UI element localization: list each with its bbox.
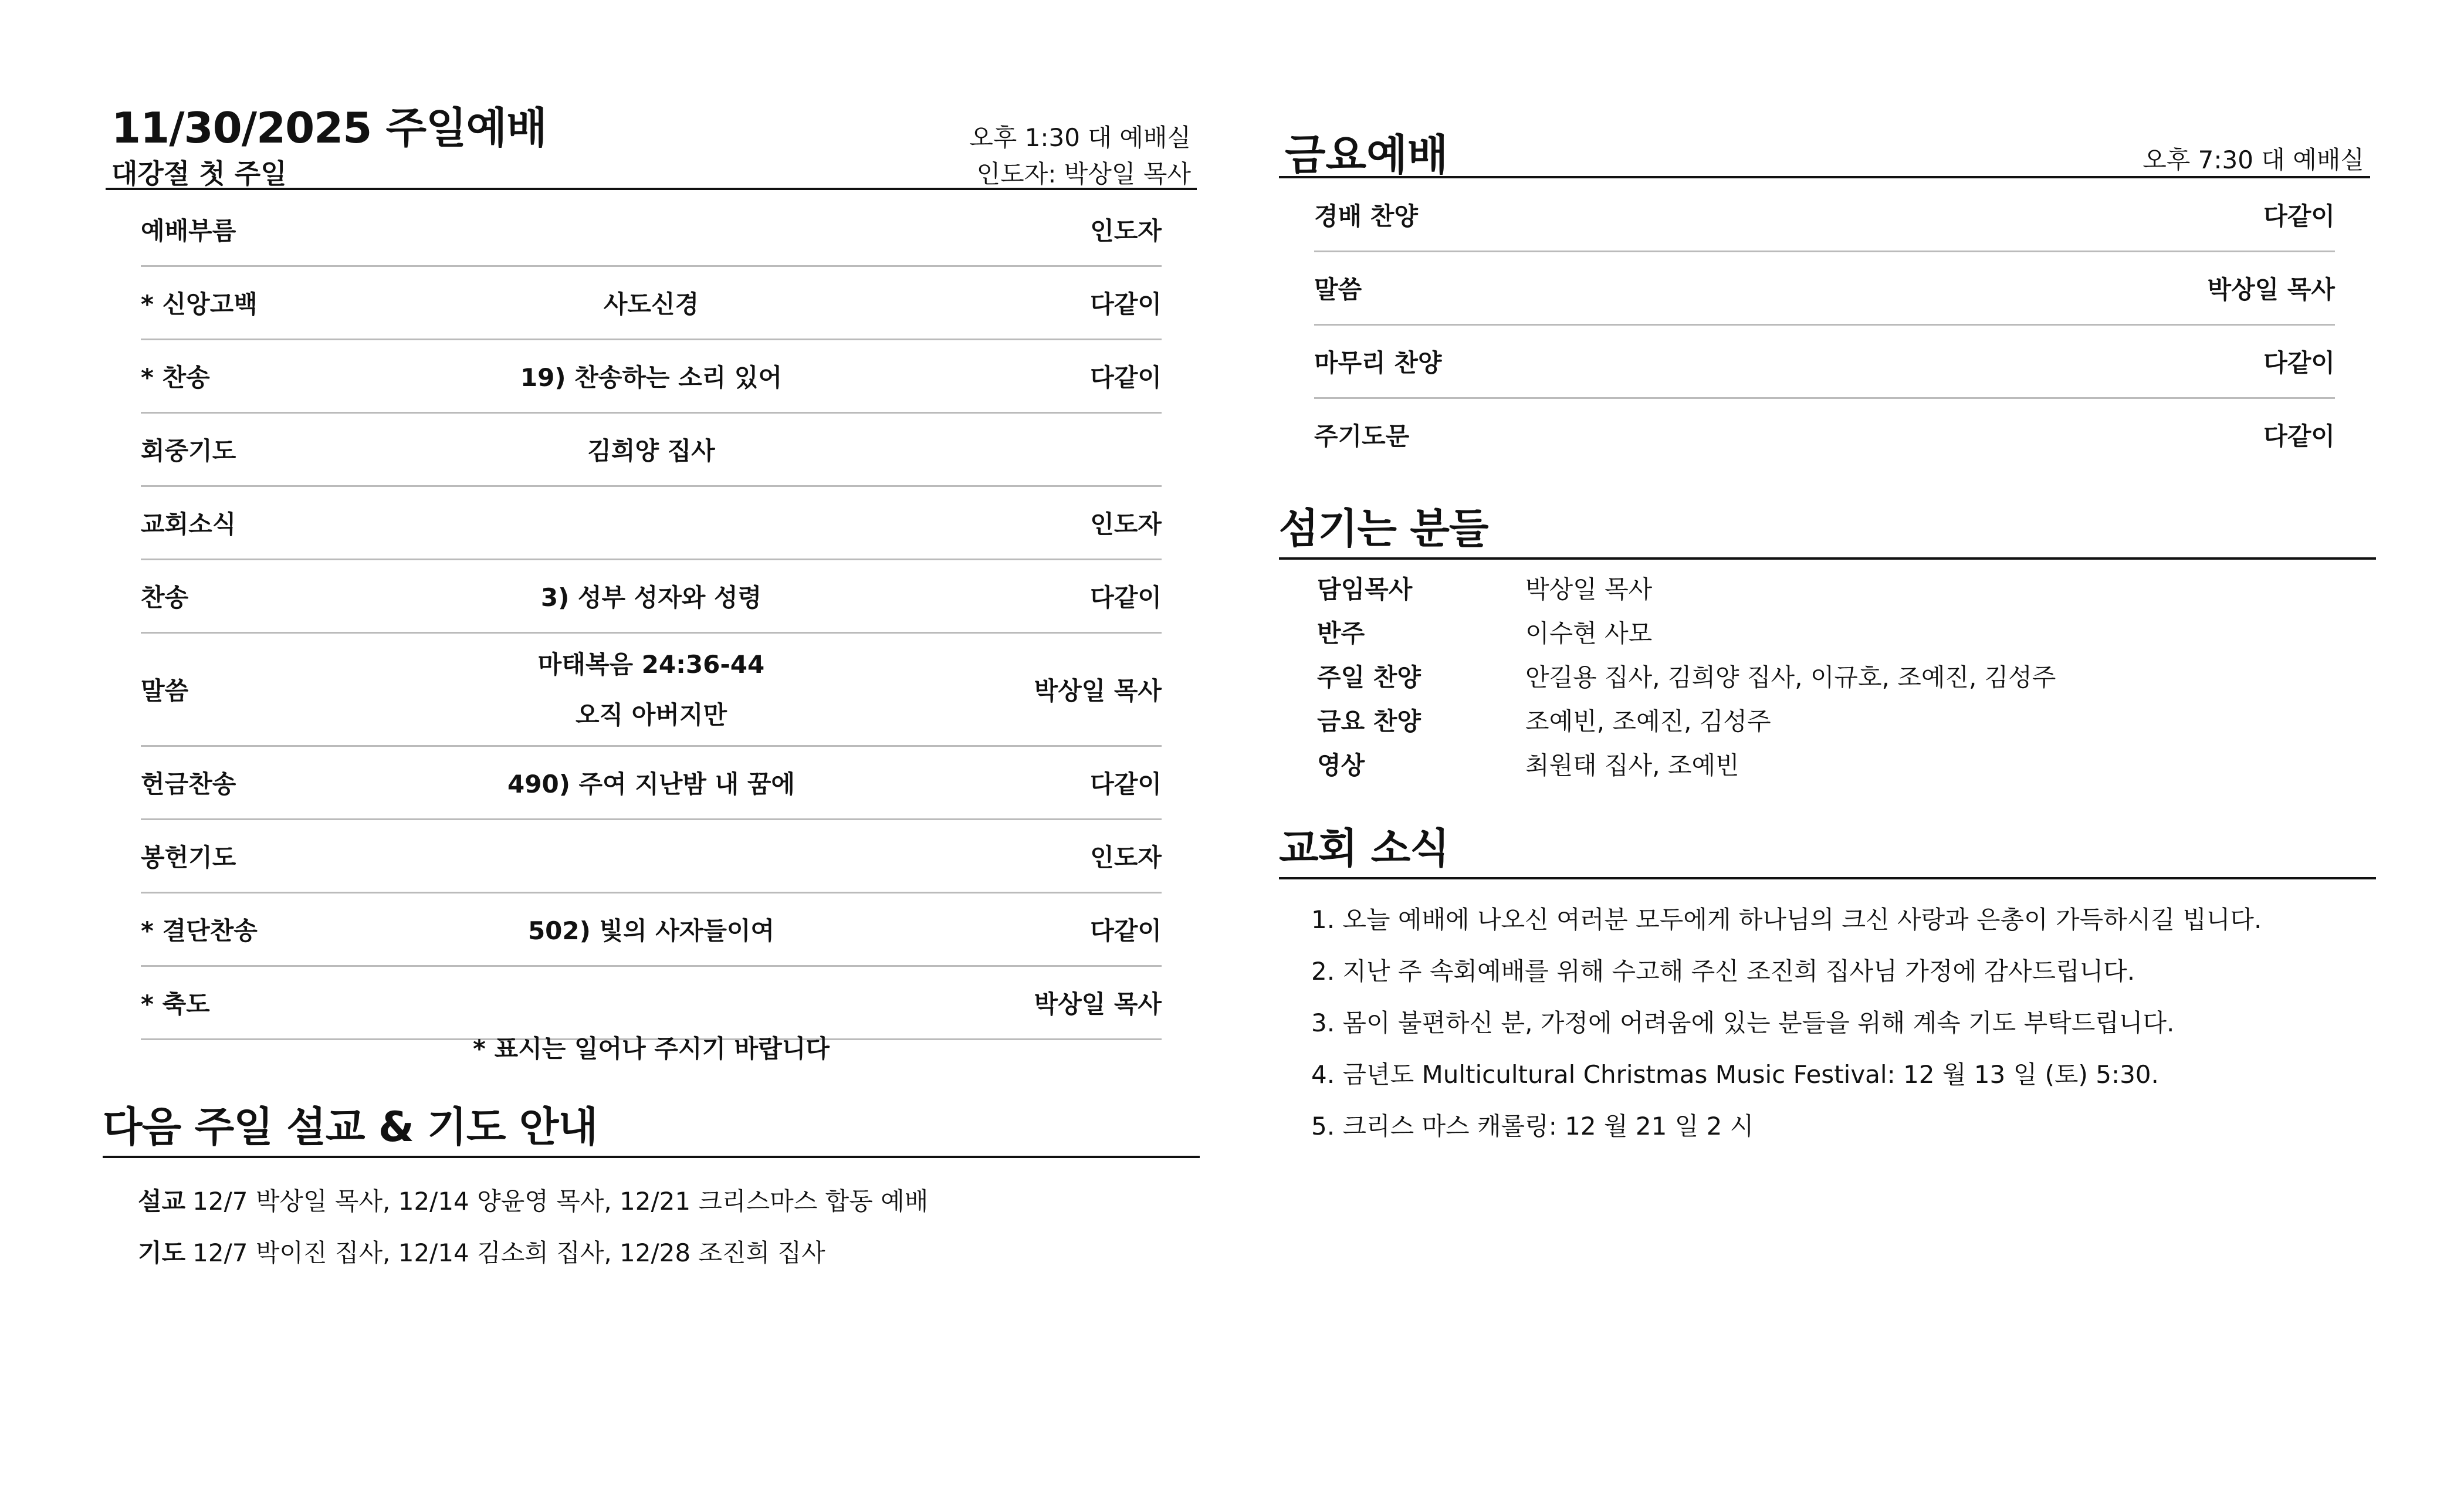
order-item-name: 말씀 [141, 676, 189, 705]
order-item-detail: 사도신경 [603, 290, 699, 319]
news-item: 3. 몸이 불편하신 분, 가정에 어려움에 있는 분들을 위해 계속 기도 부탁드립니다. [1311, 1008, 2175, 1037]
order-item-leader: 인도자 [1090, 843, 1162, 872]
friday-item-leader: 다같이 [2263, 422, 2335, 451]
news-list [1311, 901, 2262, 1159]
friday-item-leader: 박상일 목사 [2207, 275, 2335, 304]
servant-people: 조예빈, 조예진, 김성주 [1525, 707, 1771, 736]
service-time: 오후 1:30 대 예배실 [969, 123, 1191, 152]
friday-service-header [1279, 117, 2370, 178]
order-item-name: * 축도 [141, 990, 210, 1018]
order-item-leader: 박상일 목사 [1034, 676, 1162, 705]
next-week-title: 다음 주일 설교 & 기도 안내 [103, 1103, 598, 1151]
next-sermon-line [138, 1182, 928, 1217]
order-item-name: 헌금찬송 [141, 770, 236, 798]
sermon-schedule: 12/7 박상일 목사, 12/14 양윤영 목사, 12/21 크리스마스 합동 예배 [192, 1187, 929, 1216]
order-item-name: * 신앙고백 [141, 290, 258, 319]
news-header [1279, 818, 2376, 879]
sermon-label: 설교 [138, 1187, 186, 1216]
order-item-leader: 인도자 [1090, 216, 1162, 245]
sermon-scripture: 마태복음 24:36-44 [537, 650, 765, 679]
servant-people: 박상일 목사 [1525, 575, 1653, 604]
servant-row [1317, 614, 2314, 658]
servant-row [1317, 658, 2314, 702]
order-row-sermon [141, 634, 1162, 747]
order-row [141, 340, 1162, 414]
friday-row [1314, 179, 2335, 252]
service-leader: 인도자: 박상일 목사 [976, 160, 1191, 188]
friday-order [1314, 179, 2335, 471]
prayer-schedule: 12/7 박이진 집사, 12/14 김소희 집사, 12/28 조진희 집사 [192, 1238, 825, 1267]
prayer-label: 기도 [138, 1238, 186, 1267]
news-item: 1. 오늘 예배에 나오신 여러분 모두에게 하나님의 크신 사랑과 은총이 가득하시길 빕니다. [1311, 905, 2262, 934]
order-item-detail: 김희양 집사 [587, 436, 715, 465]
order-item-detail: 3) 성부 성자와 성령 [540, 583, 762, 612]
order-row [141, 820, 1162, 893]
servant-people: 이수현 사모 [1525, 619, 1653, 648]
sunday-service-header [106, 94, 1197, 190]
servant-row [1317, 570, 2314, 614]
friday-item-name: 마무리 찬양 [1314, 348, 1442, 377]
servant-role: 담임목사 [1317, 575, 1413, 604]
order-item-detail: 19) 찬송하는 소리 있어 [520, 363, 783, 392]
order-item-name: 찬송 [141, 583, 189, 612]
news-item: 4. 금년도 Multicultural Christmas Music Festival: 12 월 13 일 (토) 5:30. [1311, 1060, 2159, 1089]
next-prayer-line [138, 1234, 825, 1269]
servant-role: 주일 찬양 [1317, 663, 1421, 692]
order-item-leader: 다같이 [1090, 583, 1162, 612]
order-item-name: 봉헌기도 [141, 843, 236, 872]
friday-row [1314, 399, 2335, 471]
friday-service-title: 금요예배 [1285, 130, 1448, 180]
order-item-leader: 다같이 [1090, 916, 1162, 945]
order-row [141, 267, 1162, 340]
order-row [141, 194, 1162, 267]
order-row [141, 560, 1162, 634]
servant-role: 반주 [1317, 619, 1365, 648]
sermon-detail [387, 634, 915, 740]
friday-item-name: 주기도문 [1314, 422, 1410, 451]
friday-row [1314, 252, 2335, 326]
servant-people: 최원태 집사, 조예빈 [1525, 751, 1739, 780]
servant-people: 안길용 집사, 김희양 집사, 이규호, 조예진, 김성주 [1525, 663, 2056, 692]
servants-title: 섬기는 분들 [1279, 505, 1488, 553]
friday-row [1314, 326, 2335, 399]
servant-row [1317, 746, 2314, 790]
order-row [141, 893, 1162, 967]
order-item-leader: 다같이 [1090, 290, 1162, 319]
order-item-name: * 결단찬송 [141, 916, 258, 945]
news-item: 2. 지난 주 속회예배를 위해 수고해 주신 조진희 집사님 가정에 감사드립니다. [1311, 957, 2135, 986]
order-item-detail: 490) 주여 지난밤 내 꿈에 [507, 770, 795, 798]
next-week-header [103, 1103, 1200, 1158]
friday-item-leader: 다같이 [2263, 348, 2335, 377]
servant-role: 금요 찬양 [1317, 707, 1421, 736]
service-subtitle: 대강절 첫 주일 [111, 158, 287, 189]
order-of-worship [141, 194, 1162, 1040]
service-title: 11/30/2025 주일예배 [111, 103, 547, 153]
servants-list [1317, 570, 2314, 790]
order-row [141, 414, 1162, 487]
servant-role: 영상 [1317, 751, 1365, 780]
order-item-leader: 인도자 [1090, 510, 1162, 539]
standing-note: * 표시는 일어나 주시기 바랍니다 [473, 1034, 830, 1063]
order-item-leader: 박상일 목사 [1034, 990, 1162, 1018]
friday-item-name: 경배 찬양 [1314, 202, 1418, 231]
news-item: 5. 크리스 마스 캐롤링: 12 월 21 일 2 시 [1311, 1112, 1754, 1140]
order-item-name: 회중기도 [141, 436, 236, 465]
friday-item-leader: 다같이 [2263, 202, 2335, 231]
friday-item-name: 말씀 [1314, 275, 1362, 304]
servants-header [1279, 499, 2376, 560]
friday-service-time: 오후 7:30 대 예배실 [2143, 145, 2364, 174]
order-row [141, 487, 1162, 560]
order-item-leader: 다같이 [1090, 363, 1162, 392]
news-title: 교회 소식 [1279, 824, 1449, 872]
order-item-name: * 찬송 [141, 363, 210, 392]
servant-row [1317, 702, 2314, 746]
order-item-name: 예배부름 [141, 216, 236, 245]
order-item-detail: 502) 빛의 사자들이여 [527, 916, 775, 945]
order-row [141, 747, 1162, 820]
sermon-title: 오직 아버지만 [575, 700, 727, 729]
order-item-leader: 다같이 [1090, 770, 1162, 798]
order-item-name: 교회소식 [141, 510, 236, 539]
